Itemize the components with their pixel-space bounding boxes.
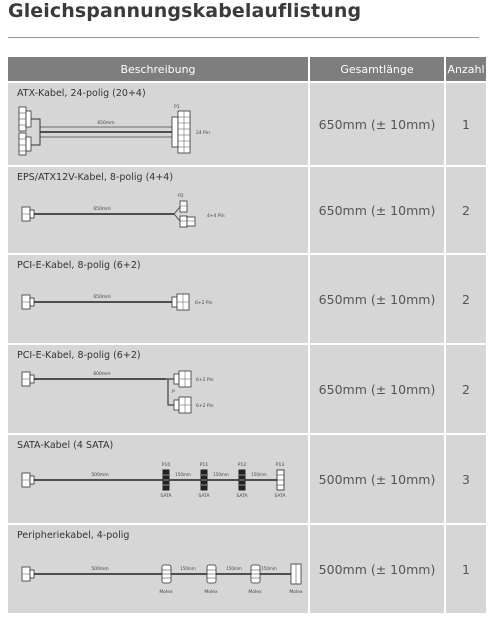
connector-type-label: SATA [236, 494, 248, 499]
connector-type-label: SATA [160, 494, 172, 499]
table-header [8, 57, 486, 81]
description-cell [8, 345, 308, 433]
cable-length-label: 650mm [93, 207, 111, 212]
cable-description: PCI-E-Kabel, 8-polig (6+2) [17, 350, 141, 361]
pin-label: 4+4 Pin [207, 214, 225, 219]
connector-type-label: SATA [198, 494, 210, 499]
pin-label-1: 6+2 Pin [196, 378, 214, 383]
connector-label: P2 [178, 194, 184, 199]
connector-type-label: Molex [289, 590, 303, 595]
table-row [8, 523, 486, 613]
connector-label: P13 [275, 463, 285, 468]
cable-length-label: 500mm [91, 567, 109, 572]
description-cell [8, 167, 308, 253]
count-cell: 2 [446, 345, 486, 433]
table-row [8, 343, 486, 433]
cable-length-label: 650mm [93, 295, 111, 300]
length-cell: 650mm (± 10mm) [310, 255, 444, 343]
description-cell [8, 525, 308, 613]
count-cell: 2 [446, 167, 486, 253]
header-description: Beschreibung [8, 57, 308, 81]
length-cell: 650mm (± 10mm) [310, 345, 444, 433]
eps-cable-diagram-icon [14, 185, 304, 247]
count-cell: 1 [446, 525, 486, 613]
atx-cable-diagram-icon [14, 101, 304, 163]
gap-label: 150mm [175, 472, 191, 477]
table-row [8, 253, 486, 343]
length-cell: 650mm (± 10mm) [310, 83, 444, 165]
connector-label: P [172, 390, 175, 395]
length-cell: 500mm (± 10mm) [310, 435, 444, 523]
connector-type-label: Molex [204, 590, 218, 595]
description-cell [8, 255, 308, 343]
connector-type-label: Molex [159, 590, 173, 595]
cable-description: Peripheriekabel, 4-polig [17, 530, 130, 541]
count-cell: 2 [446, 255, 486, 343]
cable-description: ATX-Kabel, 24-polig (20+4) [17, 88, 146, 99]
page-title: Gleichspannungskabelauflistung [8, 0, 362, 22]
cable-description: PCI-E-Kabel, 8-polig (6+2) [17, 260, 141, 271]
dc-cable-table [8, 57, 486, 613]
length-cell: 500mm (± 10mm) [310, 525, 444, 613]
gap-label: 150mm [261, 566, 277, 571]
connector-label: P1 [174, 105, 180, 110]
pcie-dual-cable-diagram-icon [14, 363, 304, 429]
cable-length-label: 500mm [91, 473, 109, 478]
connector-type-label: SATA [274, 494, 286, 499]
header-count: Anzahl [446, 57, 486, 81]
gap-label: 150mm [226, 566, 242, 571]
cable-description: EPS/ATX12V-Kabel, 8-polig (4+4) [17, 172, 174, 183]
molex-cable-diagram-icon [14, 543, 304, 609]
length-cell: 650mm (± 10mm) [310, 167, 444, 253]
header-length: Gesamtlänge [310, 57, 444, 81]
connector-label: P12 [237, 463, 247, 468]
connector-label: P11 [199, 463, 209, 468]
pin-label: 24 Pin [196, 131, 210, 136]
sata-cable-diagram-icon [14, 453, 304, 519]
cable-length-label: 600mm [93, 372, 111, 377]
description-cell [8, 83, 308, 165]
cable-length-label: 650mm [97, 121, 115, 126]
pin-label: 6+2 Pin [195, 301, 213, 306]
table-row [8, 81, 486, 165]
count-cell: 1 [446, 83, 486, 165]
pcie-cable-diagram-icon [14, 273, 304, 335]
count-cell: 3 [446, 435, 486, 523]
description-cell [8, 435, 308, 523]
cable-description: SATA-Kabel (4 SATA) [17, 440, 114, 451]
connector-type-label: Molex [248, 590, 262, 595]
connector-label: P10 [161, 463, 171, 468]
table-row [8, 165, 486, 253]
gap-label: 150mm [180, 566, 196, 571]
table-row [8, 433, 486, 523]
pin-label-2: 6+2 Pin [196, 404, 214, 409]
gap-label: 150mm [251, 472, 267, 477]
gap-label: 150mm [213, 472, 229, 477]
title-divider [8, 37, 479, 38]
